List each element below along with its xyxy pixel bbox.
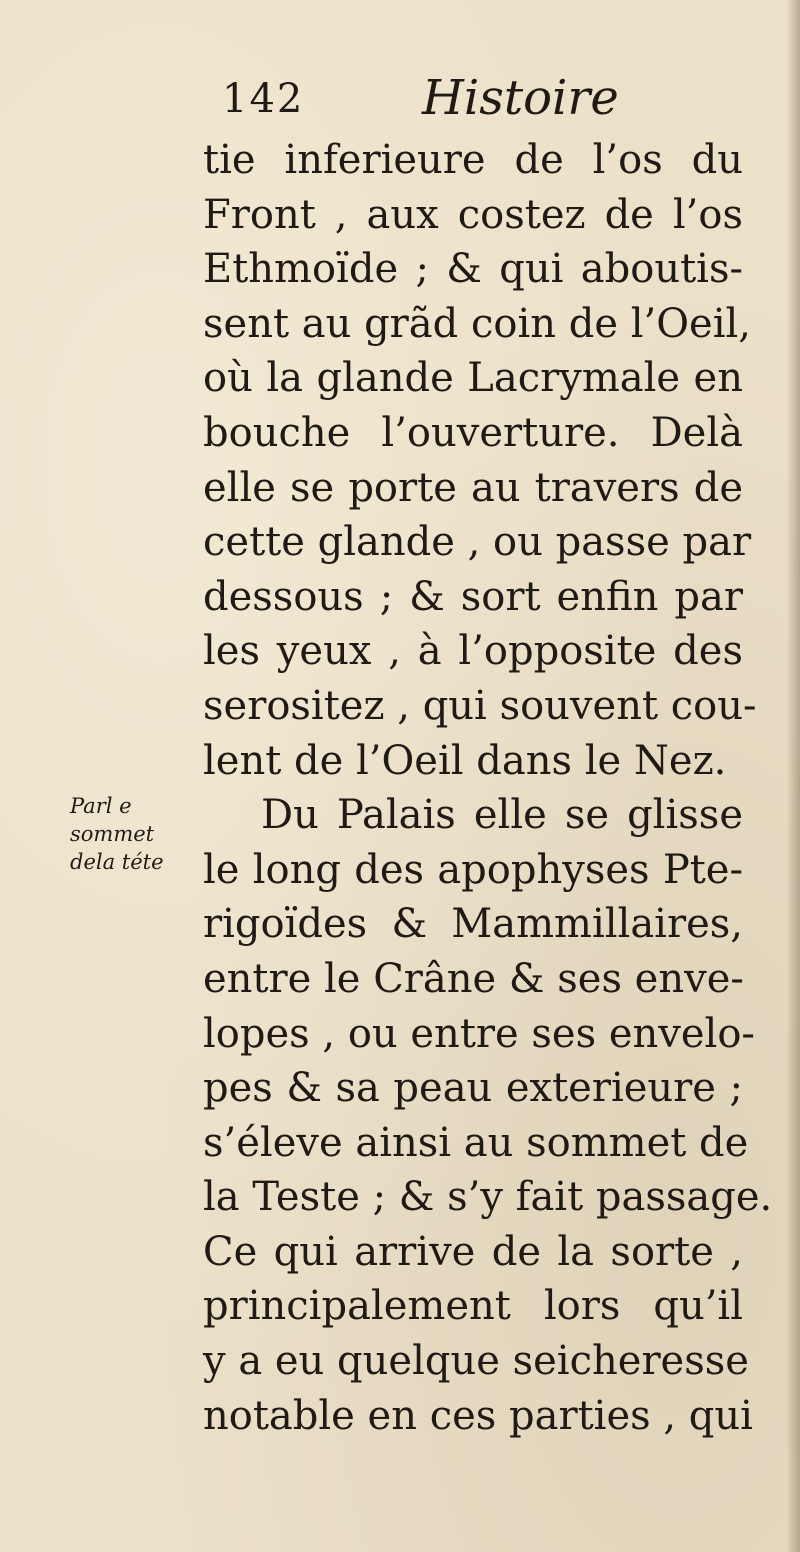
text-line: dessous ; & sort enfin par bbox=[203, 573, 743, 620]
text-line: Du Palais elle se glisse bbox=[261, 792, 743, 839]
text-line: entre le Crâne & ses enve- bbox=[203, 955, 744, 1002]
text-line: la Teste ; & s’y fait passage. bbox=[203, 1174, 773, 1221]
running-head bbox=[222, 70, 622, 130]
text-line: pes & sa peau exterieure ; bbox=[203, 1065, 743, 1112]
text-line: bouche l’ouverture. Delà bbox=[203, 409, 743, 456]
text-line: sent au grãd coin de l’Oeil, bbox=[203, 300, 751, 347]
margin-note-line: dela téte bbox=[70, 850, 164, 874]
body-text bbox=[203, 133, 773, 1443]
text-line: rigoïdes & Mammillaires, bbox=[203, 901, 743, 948]
text-line: Ethmoïde ; & qui aboutis- bbox=[203, 246, 743, 293]
text-line: s’éleve ainsi au sommet de bbox=[203, 1119, 749, 1166]
text-line: où la glande Lacrymale en bbox=[203, 355, 743, 402]
text-line: Front , aux costez de l’os bbox=[203, 191, 743, 238]
text-line: les yeux , à l’opposite des bbox=[203, 628, 743, 675]
text-line: principalement lors qu’il bbox=[203, 1283, 743, 1330]
text-line: elle se porte au travers de bbox=[203, 464, 743, 511]
text-line: notable en ces parties , qui bbox=[203, 1392, 753, 1439]
text-line: lopes , ou entre ses envelo- bbox=[203, 1010, 755, 1057]
text-line: Ce qui arrive de la sorte , bbox=[203, 1228, 743, 1275]
page-edge-shadow bbox=[786, 0, 800, 1552]
margin-note-line: sommet bbox=[70, 822, 155, 846]
text-line: cette glande , ou passe par bbox=[203, 519, 752, 566]
running-title: Histoire bbox=[422, 70, 619, 126]
text-line: serositez , qui souvent cou- bbox=[203, 682, 757, 729]
text-line: lent de l’Oeil dans le Nez. bbox=[203, 737, 727, 784]
text-line: le long des apophyses Pte- bbox=[203, 846, 743, 893]
text-line: tie inferieure de l’os du bbox=[203, 137, 743, 183]
text-line: y a eu quelque seicheresse bbox=[203, 1338, 749, 1385]
margin-note-line: Parl e bbox=[70, 794, 132, 818]
margin-note bbox=[70, 792, 200, 876]
page-number: 142 bbox=[222, 76, 305, 122]
